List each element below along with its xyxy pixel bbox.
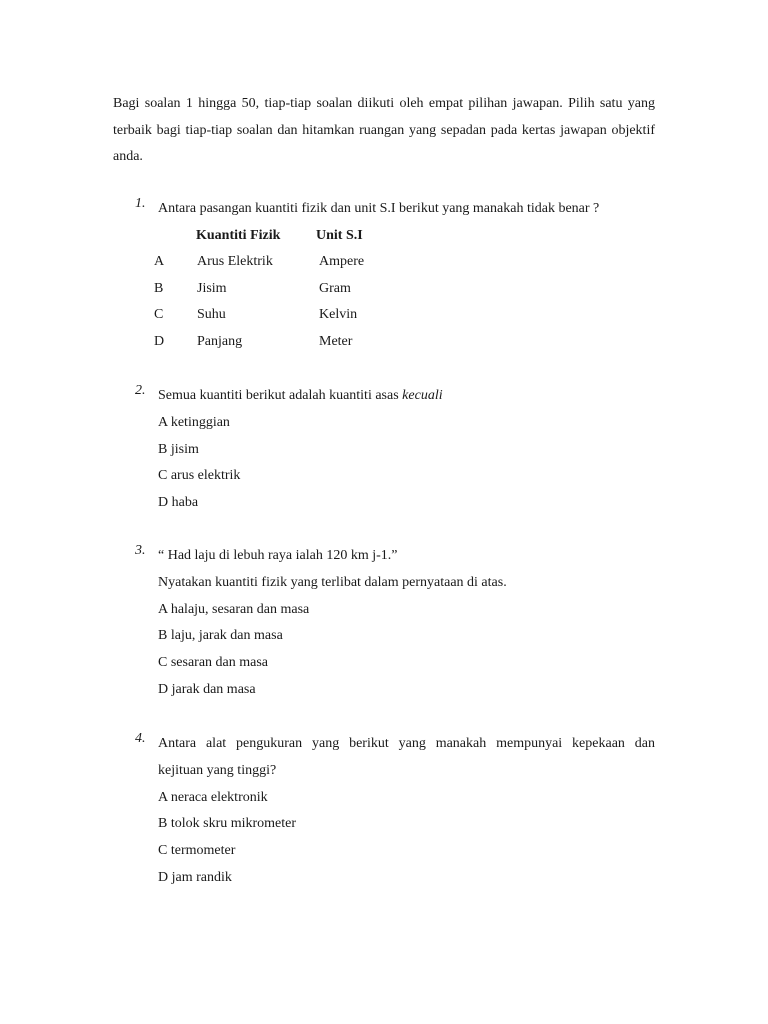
option-d: D jam randik xyxy=(158,869,232,885)
question-body xyxy=(158,731,655,892)
option-d: D jarak dan masa xyxy=(158,681,256,697)
option-b: B laju, jarak dan masa xyxy=(158,628,283,644)
option-a: A neraca elektronik xyxy=(158,789,268,805)
option-letter: A xyxy=(154,254,165,270)
table-row xyxy=(154,329,655,356)
option-a: A ketinggian xyxy=(158,414,230,430)
question-text xyxy=(158,383,655,410)
table-row xyxy=(154,302,655,329)
option-letter: B xyxy=(154,280,164,296)
table-header xyxy=(158,223,655,250)
emphasis-text: kecuali xyxy=(402,388,443,403)
quantity-cell: Panjang xyxy=(197,333,243,349)
option-b: B tolok skru mikrometer xyxy=(158,816,297,832)
quantity-cell: Suhu xyxy=(197,307,226,323)
table-row xyxy=(154,249,655,276)
option-letter: C xyxy=(154,307,164,323)
option-c: C arus elektrik xyxy=(158,468,241,484)
question-number: 3. xyxy=(135,543,146,558)
question-number: 2. xyxy=(135,383,146,398)
instructions-paragraph: Bagi soalan 1 hingga 50, tiap-tiap soalan diikuti oleh empat pilihan jawapan. Pilih satu yang terbaik bagi tiap-tiap soalan dan hitamkan ruangan yang sepadan pada kertas jawapan objektif anda. xyxy=(113,96,655,164)
question-text-line-1: Antara alat pengukuran yang berikut yang manakah mempunyai kepekaan dan xyxy=(158,736,655,751)
question-quote: “ Had laju di lebuh raya ialah 120 km j-1.” xyxy=(158,548,398,563)
question-number: 1. xyxy=(135,196,146,211)
quantity-cell: Jisim xyxy=(197,280,227,296)
question-text: Antara pasangan kuantiti fizik dan unit S.I berikut yang manakah tidak benar ? xyxy=(158,201,600,216)
unit-cell: Meter xyxy=(319,333,353,349)
option-d: D haba xyxy=(158,495,199,511)
question-text-line-2: kejituan yang tinggi? xyxy=(158,762,277,778)
question-stem: Semua kuantiti berikut adalah kuantiti asas xyxy=(158,388,403,403)
option-letter: D xyxy=(154,333,165,349)
question-text: Nyatakan kuantiti fizik yang terlibat dalam pernyataan di atas. xyxy=(158,574,507,590)
quantity-cell: Arus Elektrik xyxy=(197,254,273,270)
option-c: C sesaran dan masa xyxy=(158,655,269,671)
unit-cell: Gram xyxy=(319,280,351,296)
option-a: A halaju, sesaran dan masa xyxy=(158,601,310,617)
question-body xyxy=(158,543,655,704)
option-b: B jisim xyxy=(158,441,199,457)
question-body xyxy=(154,196,655,355)
table-row xyxy=(154,276,655,303)
question-body xyxy=(158,383,655,517)
unit-cell: Kelvin xyxy=(319,307,358,323)
question-number: 4. xyxy=(135,731,146,746)
header-quantity: Kuantiti Fizik xyxy=(196,227,281,243)
header-unit: Unit S.I xyxy=(316,227,363,243)
option-c: C termometer xyxy=(158,843,236,859)
unit-cell: Ampere xyxy=(319,254,365,270)
